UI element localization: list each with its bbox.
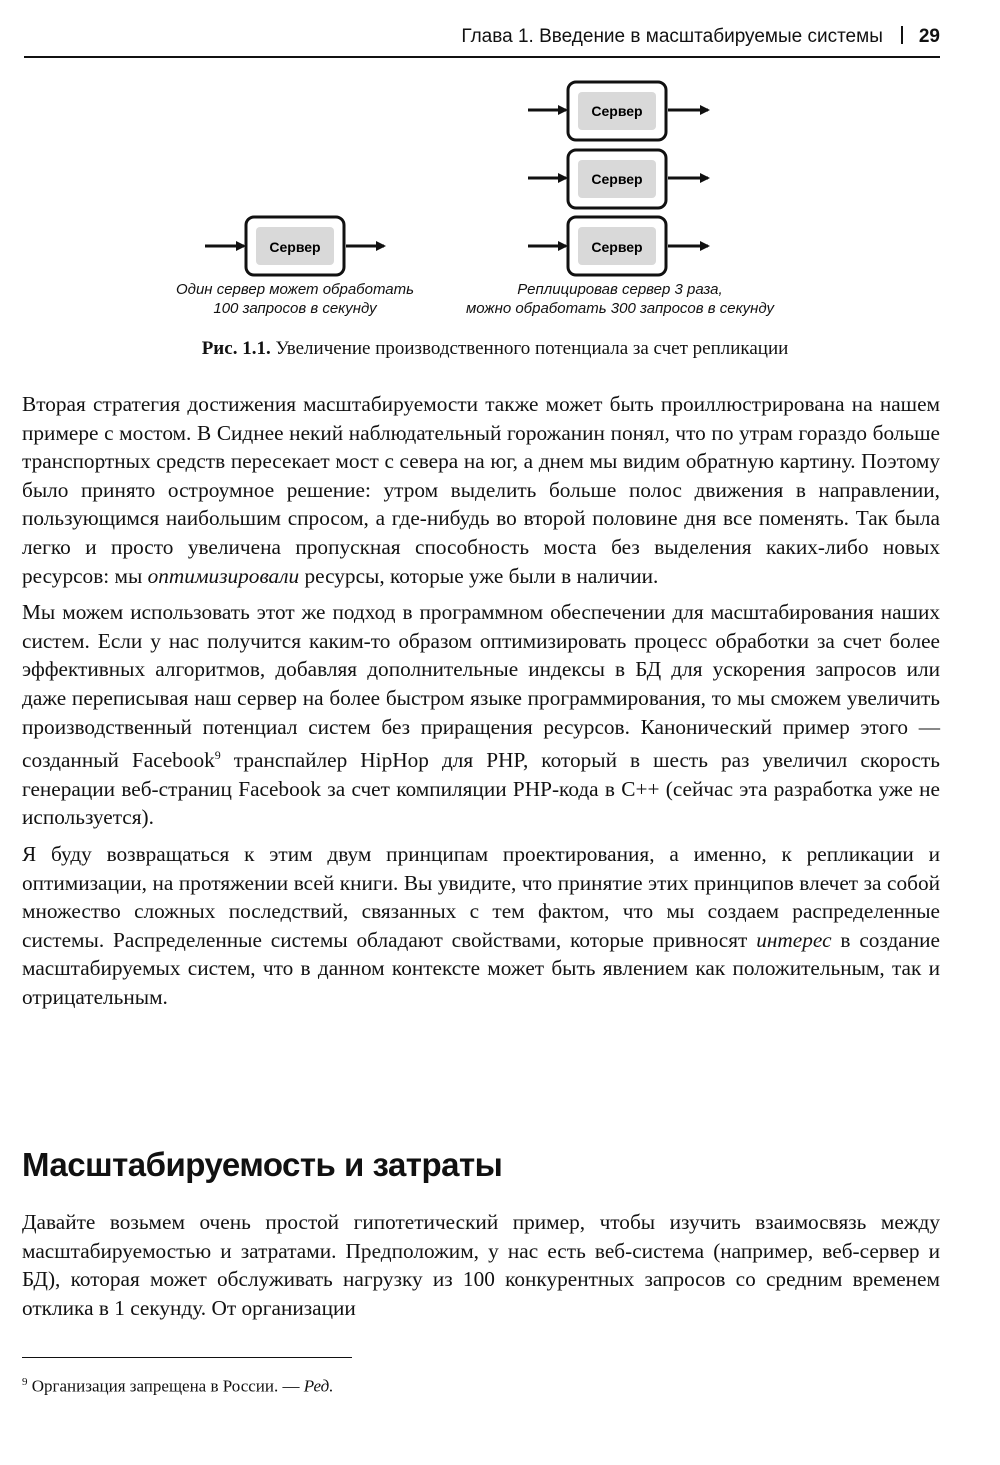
caption-line: можно обработать 300 запросов в секунду xyxy=(465,300,775,317)
paragraph xyxy=(22,390,940,590)
header-separator xyxy=(901,26,903,44)
server-label: Сервер xyxy=(591,239,643,255)
paragraph xyxy=(22,840,940,1012)
paragraph-text: ресурсы, которые уже были в наличии. xyxy=(304,563,659,588)
body-text xyxy=(22,390,940,1020)
section-body xyxy=(22,1208,940,1330)
server-label: Сервер xyxy=(591,171,643,187)
replicated-server-2 xyxy=(528,150,708,208)
server-label: Сервер xyxy=(269,239,321,255)
footnote-number: 9 xyxy=(22,1376,28,1388)
emphasis: оптимизировали xyxy=(147,563,300,588)
caption-single-server xyxy=(150,280,440,318)
paragraph-text: Вторая стратегия достижения масштабируемости также может быть проиллюстрирована на нашем примере с мостом. В Сиднее некий наблюдательный горожанин понял, что по утрам гораздо больше транспортных средств пересекает мост с севера на юг, а днем мы видим обратную картину. Поэтому было принято остроумное решение: утром выделить больше полос движения в направлении, пользующимся наибольшим спросом, а где-нибудь во второй половине дня все поменять. Так была легко и просто увеличена пропускная способность моста без выделения каких-либо новых ресурсов: мы xyxy=(22,392,940,588)
figure-title xyxy=(0,338,990,360)
paragraph xyxy=(22,598,940,832)
paragraph-text: Я буду возвращаться к этим двум принципам проектирования, а именно, к репликации и оптимизации, на протяжении всей книги. Вы увидите, что принятие этих принципов влечет за собой множество сложных последствий, связанных с тем фактом, что мы создаем распределенные системы. Распределенные системы обладают свойствами, которые привносят xyxy=(22,842,940,952)
page-number: 29 xyxy=(918,26,940,47)
caption-line: 100 запросов в секунду xyxy=(213,300,377,317)
caption-replicated xyxy=(445,280,795,318)
figure-number: Рис. 1.1. xyxy=(201,338,271,359)
section-heading: Масштабируемость и затраты xyxy=(22,1146,503,1183)
figure-title-text: Увеличение производственного потенциала за счет репликации xyxy=(275,338,789,359)
footnote-ref[interactable]: 9 xyxy=(214,748,221,763)
chapter-title: Глава 1. Введение в масштабируемые системы xyxy=(461,26,883,47)
paragraph: Давайте возьмем очень простой гипотетический пример, чтобы изучить взаимосвязь между масштабируемостью и затратами. Предположим, у нас есть веб-система (например, веб-сервер и БД), которая может обслуживать нагрузку из 100 конкурентных запросов со средним временем отклика в 1 секунду. От организации xyxy=(22,1210,940,1320)
server-label: Сервер xyxy=(591,103,643,119)
footnote-divider xyxy=(22,1357,352,1358)
emphasis: интерес xyxy=(756,927,832,952)
caption-line: Реплицировав сервер 3 раза, xyxy=(517,281,723,298)
paragraph-text: в создание масштабируемых систем, что в данном контексте может быть явлением как положительным, так и отрицательным. xyxy=(22,927,940,1009)
paragraph-text: Мы можем использовать этот же подход в программном обеспечении для масштабирования наших систем. Если у нас получится каким-то образом оптимизировать процесс обработки за счет более эффективных алгоритмов, добавляя дополнительные индексы в БД для ускорения запросов или даже переписывая наш сервер на более быстром языке программирования, то мы сможем увеличить производственный потенциал систем без приращения ресурсов. Канонический пример этого — созданный Facebook xyxy=(22,600,940,773)
paragraph-text: транспайлер HipHop для PHP, который в шесть раз увеличил скорость генерации веб-страниц Facebook за счет компиляции PHP-кода в C++ (сейчас эта разработка уже не используется). xyxy=(22,748,940,830)
footnote-editor: Ред. xyxy=(303,1376,334,1396)
replicated-server-1 xyxy=(528,82,708,140)
footnote-text: Организация запрещена в России. — xyxy=(31,1376,300,1396)
running-head xyxy=(24,22,940,58)
footnote xyxy=(22,1376,334,1397)
replicated-server-3 xyxy=(528,217,708,275)
figure-replication xyxy=(0,70,1000,370)
caption-line: Один сервер может обработать xyxy=(175,281,414,298)
single-server-node xyxy=(205,217,384,275)
